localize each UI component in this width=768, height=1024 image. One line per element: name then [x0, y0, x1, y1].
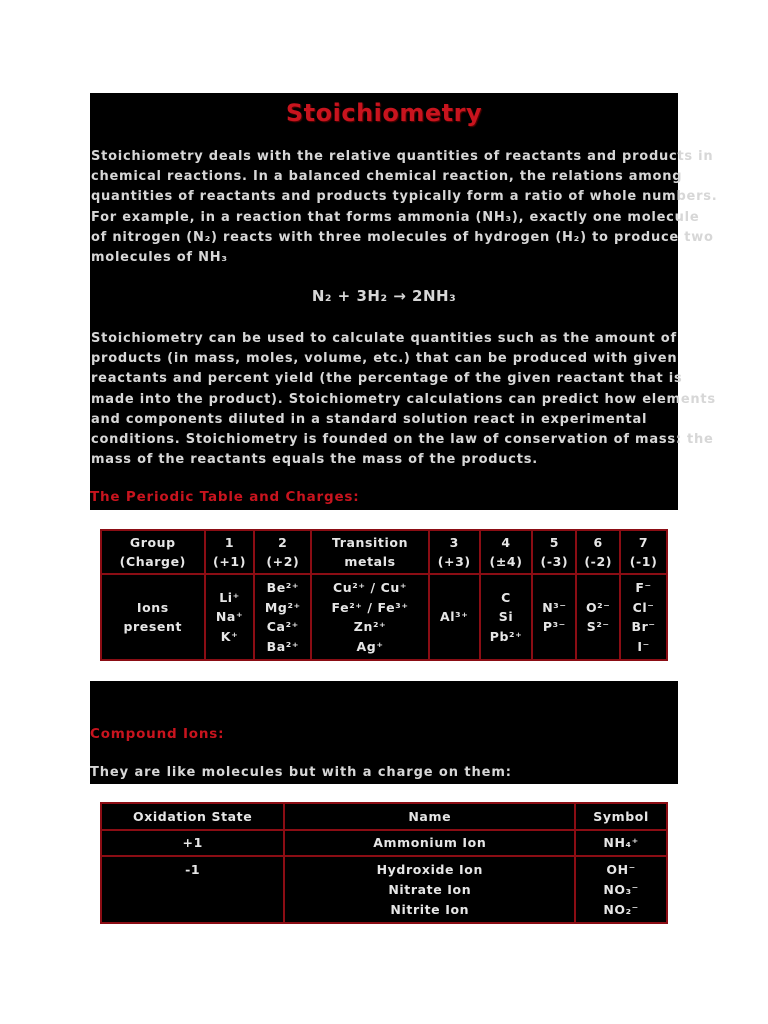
calc-paragraph	[90, 329, 717, 470]
ion-symbol: NH₄⁺	[575, 830, 667, 856]
symbol-header: Symbol	[575, 803, 667, 830]
intro-line: For example, in a reaction that forms ammonia (NH₃), exactly one molecule	[91, 209, 700, 225]
group-4-header: 4 (±4)	[480, 530, 533, 574]
intro-line: quantities of reactants and products typically form a ratio of whole numbers.	[91, 189, 718, 205]
compound-header-row	[101, 803, 667, 830]
group-3-ions: Al³⁺	[429, 574, 480, 660]
ions-label: Ions present	[101, 574, 205, 660]
intro-line: chemical reactions. In a balanced chemical reaction, the relations among	[91, 169, 683, 185]
compound-block	[90, 681, 678, 784]
calc-line: conditions. Stoichiometry is founded on the law of conservation of mass: the	[91, 432, 714, 448]
calc-line: reactants and percent yield (the percentage of the given reactant that is	[91, 371, 683, 387]
ion-name: Hydroxide Ion Nitrate Ion Nitrite Ion	[284, 856, 575, 923]
intro-line: of nitrogen (N₂) reacts with three molecules of hydrogen (H₂) to produce two	[91, 229, 714, 245]
calc-line: and components diluted in a standard solution react in experimental	[91, 411, 648, 427]
group-5-header: 5 (-3)	[532, 530, 576, 574]
page-title: Stoichiometry	[285, 99, 483, 127]
periodic-heading: The Periodic Table and Charges:	[90, 489, 360, 505]
calc-line: Stoichiometry can be used to calculate quantities such as the amount of	[91, 331, 677, 346]
oxidation-state: +1	[101, 830, 284, 856]
intro-block	[90, 93, 718, 510]
intro-line: molecules of NH₃	[91, 250, 228, 266]
group-header: Group (Charge)	[101, 530, 205, 574]
periodic-header-row	[101, 530, 667, 574]
group-7-ions: F⁻ Cl⁻ Br⁻ I⁻	[620, 574, 667, 660]
ion-symbol: OH⁻ NO₃⁻ NO₂⁻	[575, 856, 667, 923]
transition-metal-ions: Cu²⁺ / Cu⁺ Fe²⁺ / Fe³⁺ Zn²⁺ Ag⁺	[311, 574, 429, 660]
group-3-header: 3 (+3)	[429, 530, 480, 574]
name-header: Name	[284, 803, 575, 830]
group-4-ions: C Si Pb²⁺	[480, 574, 533, 660]
calc-line: mass of the reactants equals the mass of the products.	[91, 452, 538, 468]
compound-ions-table	[100, 802, 668, 924]
transition-metals-header: Transition metals	[311, 530, 429, 574]
group-2-ions: Be²⁺ Mg²⁺ Ca²⁺ Ba²⁺	[254, 574, 311, 660]
periodic-charges-table	[100, 529, 668, 661]
group-1-header: 1 (+1)	[205, 530, 255, 574]
calc-line: made into the product). Stoichiometry calculations can predict how elements	[91, 391, 716, 407]
table-row	[101, 830, 667, 856]
compound-heading: Compound Ions:	[90, 726, 225, 742]
group-7-header: 7 (-1)	[620, 530, 667, 574]
ammonia-equation: N₂ + 3H₂ → 2NH₃	[311, 287, 457, 305]
group-6-header: 6 (-2)	[576, 530, 620, 574]
oxidation-state-header: Oxidation State	[101, 803, 284, 830]
group-2-header: 2 (+2)	[254, 530, 311, 574]
intro-line: Stoichiometry deals with the relative quantities of reactants and products in	[91, 149, 714, 164]
compound-intro: They are like molecules but with a charge on them:	[90, 765, 512, 780]
group-1-ions: Li⁺ Na⁺ K⁺	[205, 574, 255, 660]
ion-name: Ammonium Ion	[284, 830, 575, 856]
group-6-ions: O²⁻ S²⁻	[576, 574, 620, 660]
ions-row	[101, 574, 667, 660]
calc-line: products (in mass, moles, volume, etc.) that can be produced with given	[91, 351, 678, 367]
group-5-ions: N³⁻ P³⁻	[532, 574, 576, 660]
intro-paragraph	[90, 147, 718, 268]
table-row	[101, 856, 667, 923]
oxidation-state: -1	[101, 856, 284, 923]
